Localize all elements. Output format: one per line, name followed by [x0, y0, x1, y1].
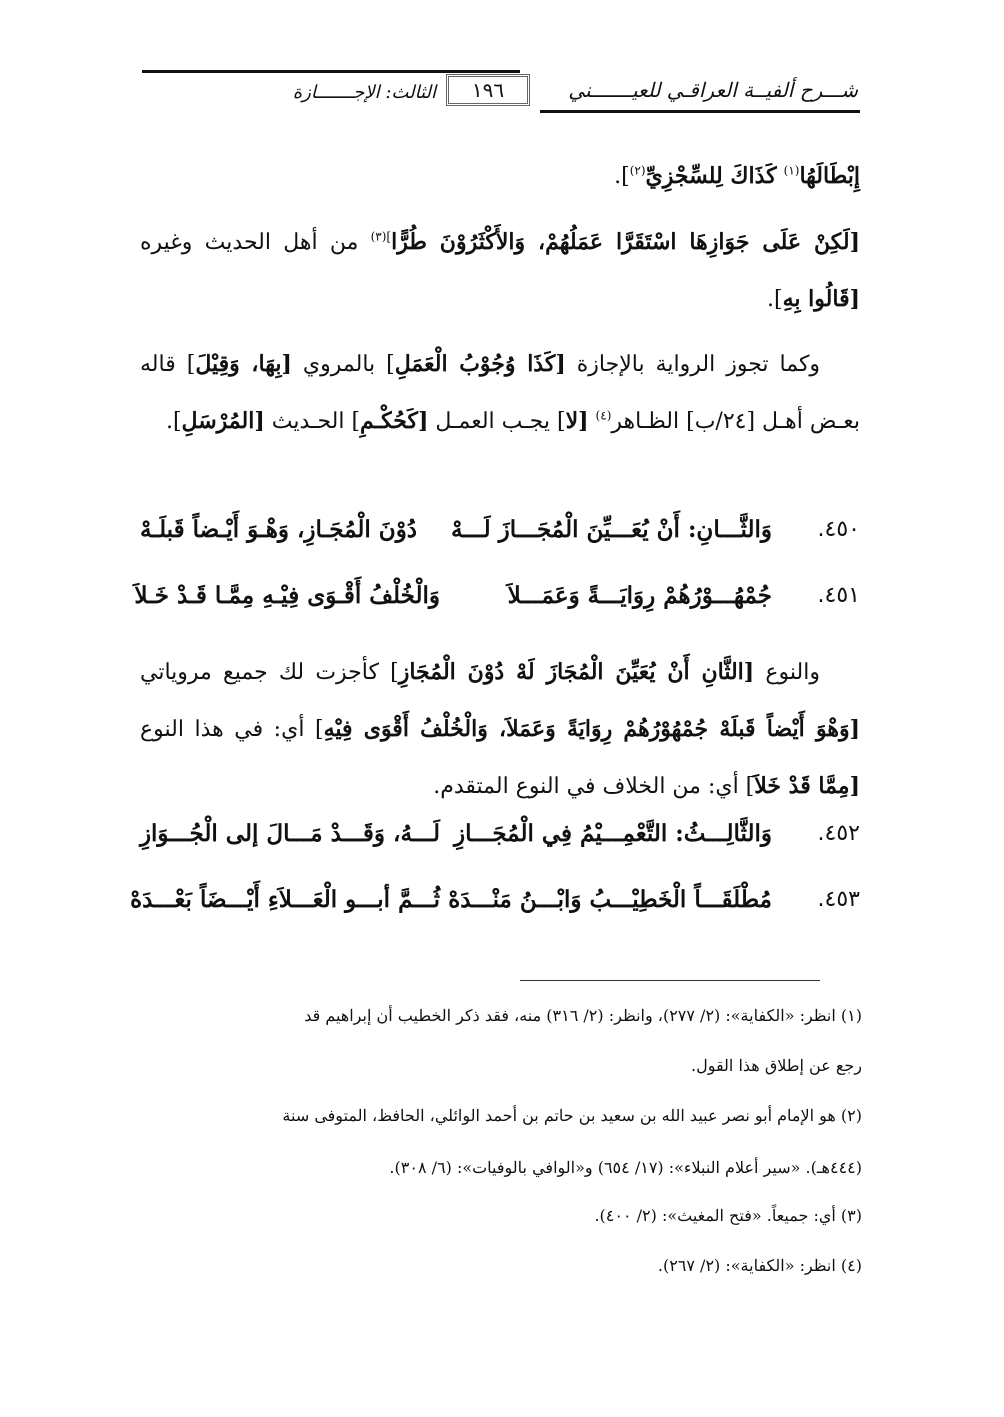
verse-number: ٤٥١.: [817, 583, 860, 608]
matn-text: [كَذَا وُجُوْبُ الْعَمَلِ: [394, 351, 566, 377]
matn-text: [لا: [565, 408, 589, 434]
matn-text: [كَحُكْـمِ: [360, 408, 429, 434]
verse-number: ٤٥٣.: [817, 887, 860, 912]
verse-hemistich-second: وَالْخُلْفُ أَقْـوَى فِيْـهِ مِمَّـا قَـدْ خَـلاَ: [134, 582, 440, 609]
header-rule-bottom: [540, 110, 860, 113]
footnote-3: (٣) أي: جميعاً. «فتح المغيث»: (٢/ ٤٠٠).: [594, 1206, 862, 1225]
chapter-title: الثالث: الإجـــــــازة: [292, 82, 436, 103]
verse-hemistich-first: وَالثَّـــانِ: أَنْ يُعَـــيِّنَ الْمُجَـــازَ لَـــهْ: [451, 516, 772, 543]
sharh-text: ].: [614, 164, 630, 189]
matn-text: [بِهَا، وَقِيْلَ: [195, 351, 292, 377]
footnote-1: (١) انظر: «الكفاية»: (٢/ ٢٧٧)، وانظر: (٢/ ٣١٦) منه، فقد ذكر الخطيب أن إبراهيم قد: [304, 1006, 862, 1025]
footnote-ref[interactable]: (١): [783, 163, 800, 178]
matn-text: إِبْطَالَهُا: [799, 163, 860, 189]
verse-number: ٤٥٠.: [817, 517, 860, 542]
sharh-text: ] يجـب العمـل: [435, 409, 566, 434]
verse-hemistich-first: مُطْلَقَـــاً الْخَطِيْـــبُ وَابْـــنُ مَنْـــدَهْ: [448, 886, 772, 913]
matn-text: [وَهْوَ أَيْضاً قَبلَهْ جُمْهُوْرُهُمْ رِوَايَةً وَعَمَلاَ، وَالْخُلْفُ أَقْوَى فِيْهِ: [323, 716, 860, 742]
paragraph-4: [140, 644, 860, 815]
sharh-text: ] أي: من الخلاف في النوع المتقدم.: [433, 774, 755, 799]
sharh-text: ] الحـديث: [271, 409, 361, 434]
paragraph-2: [140, 214, 860, 328]
paragraph-3: [140, 336, 860, 450]
verse-451: [134, 568, 860, 624]
verse-hemistich-second: ثُـــمَّ أبـــو الْعَـــلاَءِ أَيْـــضَاً بَعْـــدَهْ: [130, 886, 440, 913]
verse-hemistich-first: وَالثَّالِـــثُ: التَّعْمِـــيْمُ فِي الْمُجَـــازِ: [453, 820, 772, 847]
matn-text: [المُرْسَلِ: [181, 408, 265, 434]
page-number: ١٩٦: [446, 74, 530, 106]
sharh-text: وكما تجوز الرواية بالإجازة: [576, 352, 821, 377]
verse-hemistich-second: لَـــهُ، وَقَـــدْ مَـــالَ إلى الْجُـــوَازِ: [139, 820, 440, 847]
footnote-2-cont: (٤٤٤هـ). «سير أعلام النبلاء»: (١٧/ ٦٥٤) و«الوافي بالوفيات»: (٦/ ٣٠٨).: [389, 1158, 862, 1177]
sharh-text: ] قاله بعـض أهـل [٢٤/ب] الظـاهر: [140, 352, 860, 434]
sharh-text: ] أي: في هذا النوع: [140, 717, 324, 742]
footnote-separator: [520, 980, 820, 981]
sharh-text: من أهل الحديث وغيره: [140, 230, 359, 255]
matn-text: [لَكِنْ عَلَى جَوَازِهَا اسْتَقَرَّا عَمَلُهُمْ، وَالأَكْثَرُوْنَ طُرًّا: [391, 229, 860, 255]
book-title: شـــرح ألفيــة العراقـي للعيـــــــني: [568, 78, 858, 102]
sharh-text: ].: [165, 409, 182, 434]
verse-number: ٤٥٢.: [817, 821, 860, 846]
matn-text: كَذَاكَ لِلسِّجْزِيِّ: [645, 163, 777, 189]
verse-hemistich-first: جُمْهُـــوْرُهُمْ رِوَايَـــةً وَعَمَـــلاَ: [507, 582, 772, 609]
verse-452: [140, 806, 860, 862]
verse-453: [130, 872, 860, 928]
matn-text: [قَالُوا بِهِ: [782, 286, 860, 312]
footnote-ref[interactable]: (٢): [629, 163, 646, 178]
matn-text: [الثَّانِ أَنْ يُعَيِّنَ الْمُجَازَ لَهْ دُوْنَ الْمُجَازِ: [398, 659, 755, 685]
matn-text: [مِمَّا قَدْ خَلاَ: [754, 773, 860, 799]
footnote-ref[interactable]: ](٣): [370, 229, 392, 244]
verse-hemistich-second: دُوْنَ الْمُجَـازِ، وَهْـوَ أَيْـضاً قَبلَـهْ: [140, 516, 418, 543]
header-rule-top: [142, 70, 520, 73]
sharh-text: ] كأجزت لك جميع مروياتي: [140, 660, 399, 685]
sharh-text: ] بالمروي: [302, 352, 395, 377]
footnote-1-cont: رجع عن إطلاق هذا القول.: [690, 1056, 862, 1075]
sharh-text: ].: [767, 287, 783, 312]
footnote-4: (٤) انظر: «الكفاية»: (٢/ ٢٦٧).: [657, 1256, 862, 1275]
paragraph-1: [140, 148, 860, 205]
sharh-text: والنوع: [765, 660, 820, 685]
footnote-ref[interactable]: (٤): [595, 408, 612, 423]
footnote-2: (٢) هو الإمام أبو نصر عبيد الله بن سعيد بن حاتم بن أحمد الوائلي، الحافظ، المتوفى سنة: [282, 1106, 862, 1125]
verse-450: [140, 502, 860, 558]
